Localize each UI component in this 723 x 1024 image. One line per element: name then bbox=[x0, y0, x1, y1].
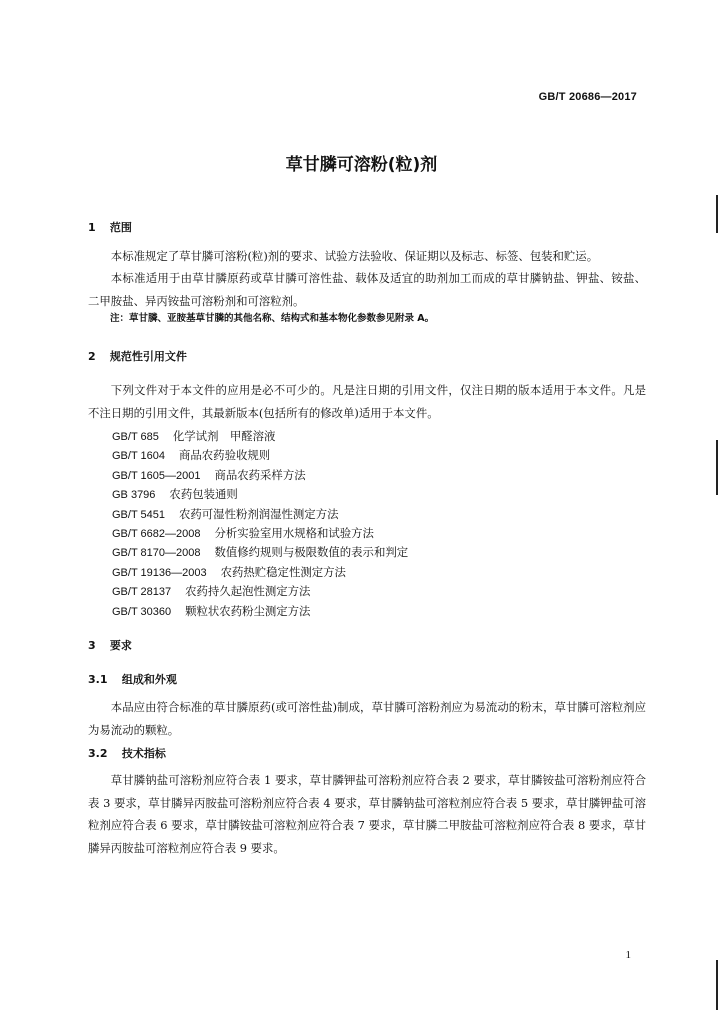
subsection-title: 技术指标 bbox=[121, 747, 166, 760]
section-heading-requirements bbox=[88, 637, 132, 653]
subsection-title: 组成和外观 bbox=[121, 673, 177, 686]
reference-item: GB/T 5451 农药可湿性粉剂润湿性测定方法 bbox=[112, 506, 339, 521]
technical-paragraph: 草甘膦钠盐可溶粉剂应符合表 1 要求，草甘膦钾盐可溶粉剂应符合表 2 要求，草甘膦铵盐可溶粉剂应符合表 3 要求，草甘膦异丙胺盐可溶粉剂应符合表 4 要求，草甘膦钠盐可溶粒剂应符合表 5 要求，草甘膦钾盐可溶粒剂应符合表 6 要求，草甘膦铵盐可溶粒剂应符合表 7 要求，草甘膦二甲胺盐可溶粒剂应符合表 8 要求，草甘膦异丙胺盐可溶粒剂应符合表 9 要求。 bbox=[88, 773, 646, 855]
section-number: 1 bbox=[88, 221, 96, 234]
scan-edge-mark bbox=[716, 195, 718, 233]
scope-paragraph-1: 本标准规定了草甘膦可溶粉(粒)剂的要求、试验方法验收、保证期以及标志、标签、包装和贮运。 bbox=[110, 249, 599, 263]
section-number: 3 bbox=[88, 639, 96, 652]
section-title: 范围 bbox=[109, 221, 132, 234]
reference-list bbox=[112, 427, 408, 621]
section-heading-scope bbox=[88, 219, 132, 235]
scan-edge-mark bbox=[716, 960, 718, 1010]
scope-paragraph-2: 本标准适用于由草甘膦原药或草甘膦可溶性盐、载体及适宜的助剂加工而成的草甘膦钠盐、钾盐、铵盐、二甲胺盐、异丙铵盐可溶粉剂和可溶粒剂。 bbox=[88, 271, 646, 308]
reference-item: GB 3796 农药包装通则 bbox=[112, 487, 238, 502]
reference-item: GB/T 8170—2008 数值修约规则与极限数值的表示和判定 bbox=[112, 545, 409, 560]
reference-item: GB/T 685 化学试剂 甲醛溶液 bbox=[112, 429, 276, 443]
reference-item: GB/T 30360 颗粒状农药粉尘测定方法 bbox=[112, 603, 311, 618]
subsection-number: 3.2 bbox=[88, 747, 108, 760]
scope-note: 注：草甘膦、亚胺基草甘膦的其他名称、结构式和基本物化参数参见附录 A。 bbox=[110, 313, 435, 324]
reference-item: GB/T 1605—2001 商品农药采样方法 bbox=[112, 467, 306, 482]
subsection-heading-composition bbox=[88, 671, 177, 687]
section-number: 2 bbox=[88, 350, 96, 363]
scan-edge-mark bbox=[716, 440, 718, 495]
reference-item: GB/T 6682—2008 分析实验室用水规格和试验方法 bbox=[112, 525, 374, 540]
subsection-number: 3.1 bbox=[88, 673, 108, 686]
page-number: 1 bbox=[625, 949, 631, 961]
section-title: 规范性引用文件 bbox=[109, 350, 187, 363]
section-heading-references bbox=[88, 348, 187, 364]
composition-paragraph: 本品应由符合标准的草甘膦原药(或可溶性盐)制成，草甘膦可溶粉剂应为易流动的粉末，草甘膦可溶粒剂应为易流动的颗粒。 bbox=[88, 700, 646, 737]
subsection-heading-technical bbox=[88, 745, 166, 761]
reference-item: GB/T 28137 农药持久起泡性测定方法 bbox=[112, 584, 311, 599]
reference-item: GB/T 1604 商品农药验收规则 bbox=[112, 448, 271, 463]
reference-item: GB/T 19136—2003 农药热贮稳定性测定方法 bbox=[112, 564, 346, 579]
section-title: 要求 bbox=[109, 639, 132, 652]
document-title: 草甘膦可溶粉(粒)剂 bbox=[285, 155, 438, 175]
standard-number: GB/T 20686—2017 bbox=[538, 91, 637, 103]
references-intro: 下列文件对于本文件的应用是必不可少的。凡是注日期的引用文件，仅注日期的版本适用于本文件。凡是不注日期的引用文件，其最新版本(包括所有的修改单)适用于本文件。 bbox=[88, 383, 646, 420]
